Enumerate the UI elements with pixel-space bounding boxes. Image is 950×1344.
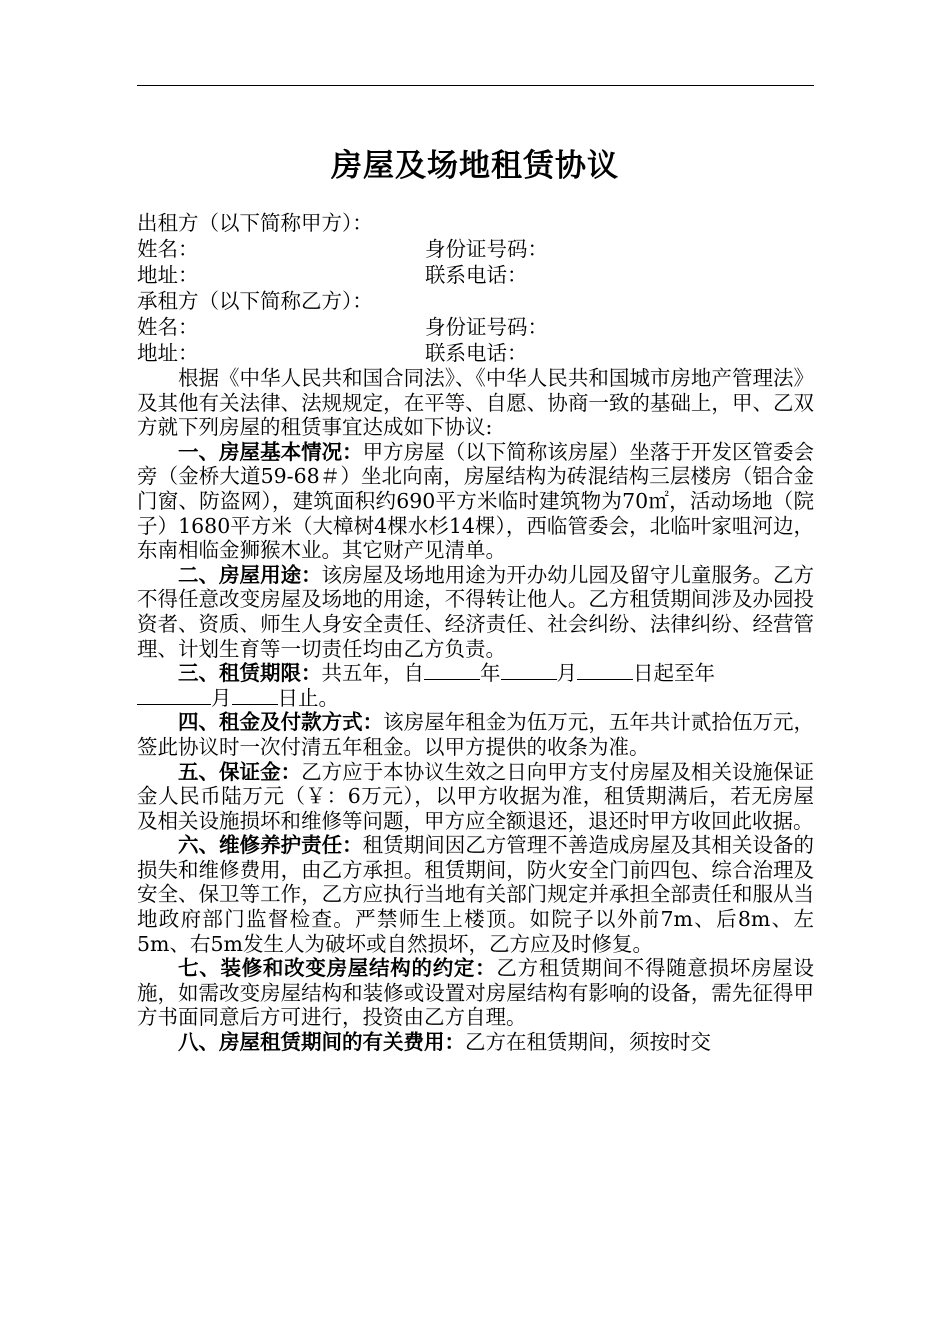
section-7 <box>137 956 814 1030</box>
section-3-day-from: 日起至 <box>633 661 695 686</box>
section-3-month: 月 <box>556 661 577 686</box>
section-3 <box>137 661 814 686</box>
section-3-month2: 月 <box>211 685 232 710</box>
lessee-address-label: 地址： <box>137 341 199 365</box>
intro-paragraph: 根据《中华人民共和国合同法》、《中华人民共和国城市房地产管理法》及其他有关法律、法规规定，在平等、自愿、协商一致的基础上，甲、乙双方就下列房屋的租赁事宜达成如下协议: <box>137 366 814 440</box>
lessee-heading: 承租方（以下简称乙方）： <box>137 289 373 313</box>
lessor-heading: 出租方（以下简称甲方）： <box>137 211 373 235</box>
lessor-address-label: 地址： <box>137 263 199 287</box>
start-day-blank <box>577 661 633 680</box>
lessor-name-label: 姓名： <box>137 237 199 261</box>
lessee-id-label: 身份证号码： <box>425 315 548 339</box>
lessor-row-1 <box>137 236 814 262</box>
section-8 <box>137 1030 814 1055</box>
section-6-heading: 六、维修养护责任： <box>178 833 363 858</box>
end-month-blank <box>232 686 278 705</box>
section-1-body: 甲方房屋（以下简称该房屋）坐落于开发区管委会旁（金桥大道59-68＃）坐北向南，房屋结构为砖混结构三层楼房（铝合金门窗、防盗网），建筑面积约690平方米临时建筑物为70㎡，活动场地（院子）1680平方米（大樟树4棵水杉14棵），西临管委会，北临叶家咀河边，东南相临金狮猴木业。其它财产见清单。 <box>137 439 815 563</box>
start-year-blank <box>424 661 480 680</box>
start-month-blank <box>501 661 557 680</box>
section-1-heading: 一、房屋基本情况： <box>178 439 363 464</box>
section-3-year: 年 <box>480 661 501 686</box>
lessee-name-label: 姓名： <box>137 315 199 339</box>
lessee-phone-label: 联系电话： <box>425 341 528 365</box>
lessor-phone-label: 联系电话： <box>425 263 528 287</box>
section-5-body: 乙方应于本协议生效之日向甲方支付房屋及相关设施保证金人民币陆万元（￥：6万元），以甲方收据为准，租赁期满后，若无房屋及相关设施损坏和维修等问题，甲方应全额退还，退还时甲方收回此收据。 <box>137 759 815 833</box>
document-title: 房屋及场地租赁协议 <box>331 148 619 184</box>
section-4 <box>137 710 814 759</box>
section-1 <box>137 440 814 563</box>
document-body <box>137 210 814 1055</box>
section-7-heading: 七、装修和改变房屋结构的约定： <box>178 956 497 981</box>
section-3-heading: 三、租赁期限： <box>178 661 322 686</box>
header-rule <box>137 85 814 86</box>
section-2-heading: 二、房屋用途： <box>178 562 322 587</box>
section-8-heading: 八、房屋租赁期间的有关费用： <box>178 1030 465 1055</box>
lessee-row-2 <box>137 340 814 366</box>
section-3-text-a: 共五年，自 <box>321 661 424 686</box>
section-6-body: 租赁期间因乙方管理不善造成房屋及其相关设备的损失和维修费用，由乙方承担。租赁期间，防火安全门前四包、综合治理及安全、保卫等工作，乙方应执行当地有关部门规定并承担全部责任和服从当地政府部门监督检查。严禁师生上楼顶。如院子以外前7m、后8m、左5m、右5m发生人为破坏或自然损坏，乙方应及时修复。 <box>137 833 815 956</box>
section-3-year2: 年 <box>694 661 715 686</box>
section-5 <box>137 760 814 834</box>
section-2-body: 该房屋及场地用途为开办幼儿园及留守儿童服务。乙方不得任意改变房屋及场地的用途，不得转让他人。乙方租赁期间涉及办园投资者、资质、师生人身安全责任、经济责任、社会纠纷、法律纠纷、经营管理、计划生育等一切责任均由乙方负责。 <box>137 562 815 661</box>
section-4-body: 该房屋年租金为伍万元，五年共计贰拾伍万元，签此协议时一次付清五年租金。以甲方提供的收条为准。 <box>137 710 815 759</box>
lessee-row-1 <box>137 314 814 340</box>
lessor-id-label: 身份证号码： <box>425 237 548 261</box>
section-3-end: 日止。 <box>277 685 339 710</box>
section-7-body: 乙方租赁期间不得随意损坏房屋设施，如需改变房屋结构和装修或设置对房屋结构有影响的设备，需先征得甲方书面同意后方可进行，投资由乙方自理。 <box>137 956 815 1030</box>
section-8-body: 乙方在租赁期间，须按时交 <box>465 1030 711 1055</box>
section-2 <box>137 563 814 661</box>
section-6 <box>137 833 814 956</box>
parties-block <box>137 210 814 366</box>
section-4-heading: 四、租金及付款方式： <box>178 710 384 735</box>
end-year-blank <box>137 686 211 705</box>
section-5-heading: 五、保证金： <box>178 759 302 784</box>
lessor-row-2 <box>137 262 814 288</box>
section-3-end-line <box>137 686 814 711</box>
